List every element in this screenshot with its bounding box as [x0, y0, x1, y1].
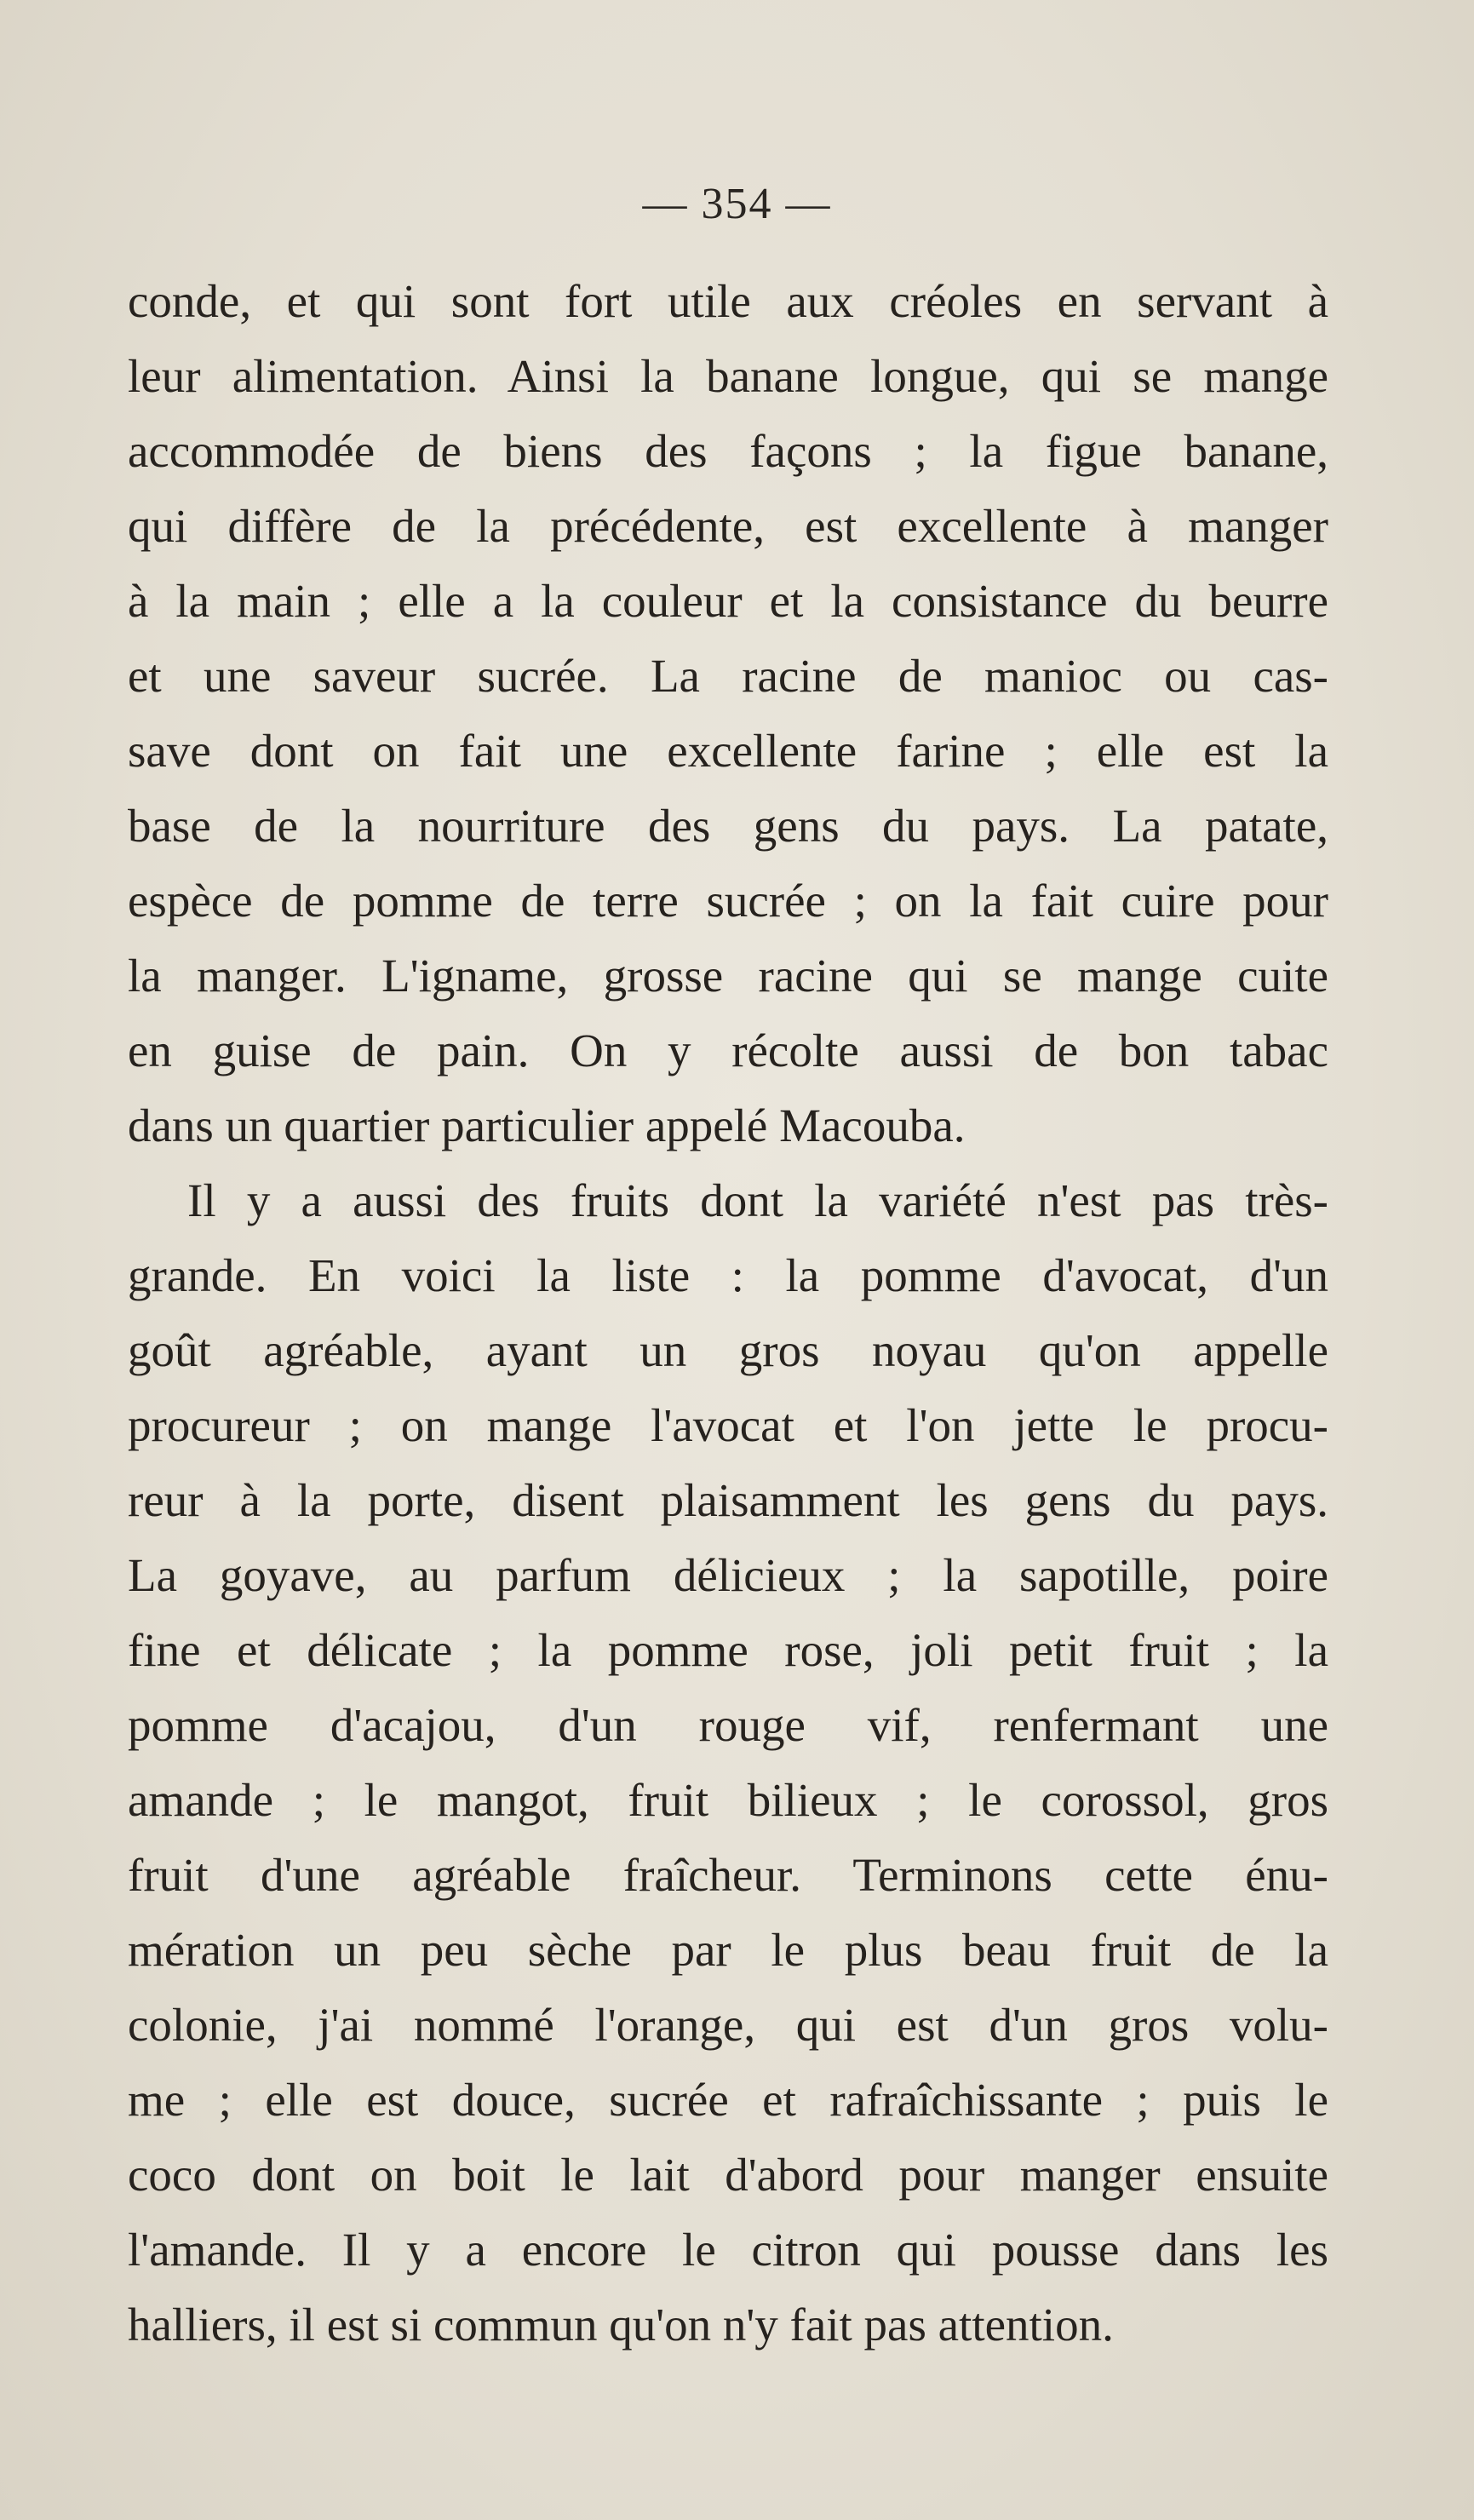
text-line: grande. En voici la liste : la pomme d'avocat, d'un [128, 1249, 1328, 1301]
text-line: base de la nourriture des gens du pays. La patate, [128, 800, 1328, 852]
text-line: fruit d'une agréable fraîcheur. Terminons cette énu- [128, 1849, 1328, 1901]
text-line: amande ; le mangot, fruit bilieux ; le corossol, gros [128, 1774, 1328, 1826]
text-line: en guise de pain. On y récolte aussi de bon tabac [128, 1025, 1328, 1076]
text-line: goût agréable, ayant un gros noyau qu'on appelle [128, 1324, 1328, 1376]
text-line: et une saveur sucrée. La racine de manioc ou cas- [128, 650, 1328, 702]
text-line: halliers, il est si commun qu'on n'y fait pas attention. [128, 2299, 1114, 2351]
text-line: save dont on fait une excellente farine ; elle est la [128, 725, 1328, 777]
text-line: colonie, j'ai nommé l'orange, qui est d'un gros volu- [128, 1999, 1328, 2051]
text-line: Il y a aussi des fruits dont la variété n'est pas très- [187, 1174, 1328, 1226]
text-line: leur alimentation. Ainsi la banane longue, qui se mange [128, 350, 1328, 402]
text-line: La goyave, au parfum délicieux ; la sapotille, poire [128, 1549, 1328, 1601]
text-line: pomme d'acajou, d'un rouge vif, renfermant une [128, 1699, 1328, 1751]
text-line: conde, et qui sont fort utile aux créoles en servant à [128, 275, 1328, 327]
text-line: mération un peu sèche par le plus beau fruit de la [128, 1924, 1328, 1976]
text-line: à la main ; elle a la couleur et la consistance du beurre [128, 575, 1328, 627]
body-text [128, 264, 1328, 2362]
page-number: — 354 — [642, 180, 832, 228]
text-line: espèce de pomme de terre sucrée ; on la fait cuire pour [128, 875, 1328, 927]
text-line: l'amande. Il y a encore le citron qui pousse dans les [128, 2224, 1328, 2276]
text-line: dans un quartier particulier appelé Macouba. [128, 1099, 966, 1151]
text-line: reur à la porte, disent plaisamment les gens du pays. [128, 1474, 1328, 1526]
text-line: procureur ; on mange l'avocat et l'on jette le procu- [128, 1399, 1328, 1451]
text-line: fine et délicate ; la pomme rose, joli petit fruit ; la [128, 1624, 1328, 1676]
text-line: qui diffère de la précédente, est excellente à manger [128, 500, 1328, 552]
text-line: la manger. L'igname, grosse racine qui se mange cuite [128, 950, 1328, 1002]
text-line: coco dont on boit le lait d'abord pour manger ensuite [128, 2149, 1328, 2201]
text-line: me ; elle est douce, sucrée et rafraîchissante ; puis le [128, 2074, 1328, 2126]
text-line: accommodée de biens des façons ; la figue banane, [128, 425, 1328, 477]
